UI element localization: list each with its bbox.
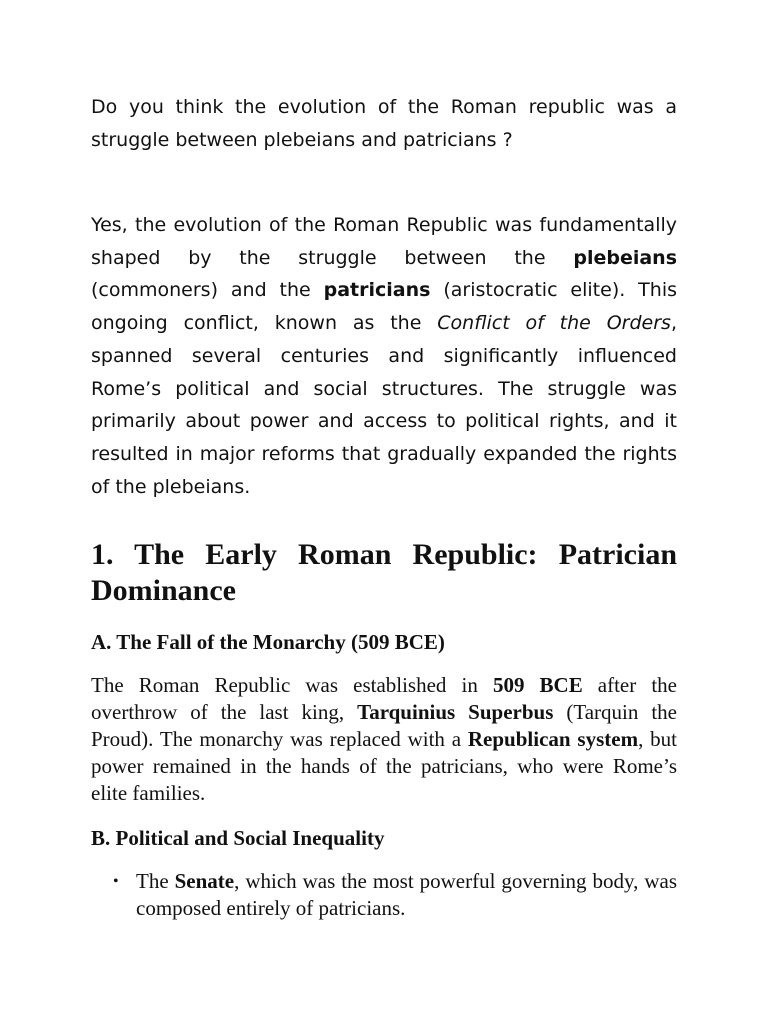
list-item xyxy=(91,868,677,922)
conflict-of-orders-term: Conflict of the Orders xyxy=(437,312,671,335)
bullet-dot-icon: • xyxy=(113,873,119,890)
senate-term: Senate xyxy=(174,869,235,893)
tarquinius-superbus-term: Tarquinius Superbus xyxy=(357,700,554,724)
para-a-text-2: after the overthrow of the last king, xyxy=(91,673,677,724)
bullet-list xyxy=(91,868,677,922)
subsection-a-heading: A. The Fall of the Monarchy (509 BCE) xyxy=(91,630,445,654)
bullet-text-1: The xyxy=(136,869,175,893)
date-509-bce: 509 BCE xyxy=(492,673,583,697)
answer-text-3: (aristocratic elite). This ongoing conflict, known as the xyxy=(91,279,677,335)
subsection-b-heading: B. Political and Social Inequality xyxy=(91,826,385,850)
answer-paragraph xyxy=(91,209,677,503)
plebeians-term: plebeians xyxy=(573,246,677,269)
patricians-term: patricians xyxy=(323,279,431,302)
question-paragraph: Do you think the evolution of the Roman republic was a struggle between plebeians and patricians ? xyxy=(91,96,677,151)
para-a-text-3: (Tarquin the Proud). The monarchy was replaced with a xyxy=(91,700,678,751)
answer-text-2: (commoners) and the xyxy=(91,279,324,302)
para-a-text-1: The Roman Republic was established in xyxy=(91,673,493,697)
republican-system-term: Republican system xyxy=(467,727,639,751)
para-a-text-4: , but power remained in the hands of the patricians, who were Rome’s elite families. xyxy=(91,727,677,805)
subsection-a-paragraph xyxy=(91,672,677,807)
answer-text-4: , spanned several centuries and significantly influenced Rome’s political and social structures. The struggle was primarily about power and access to political rights, and it resulted in major reforms that gradually expanded the rights of the plebeians. xyxy=(91,312,677,498)
section-heading: 1. The Early Roman Republic: Patrician Dominance xyxy=(91,538,677,607)
bullet-text-2: , which was the most powerful governing body, was composed entirely of patricians. xyxy=(136,869,677,920)
answer-text-1: Yes, the evolution of the Roman Republic was fundamentally shaped by the struggle between the xyxy=(91,214,677,269)
